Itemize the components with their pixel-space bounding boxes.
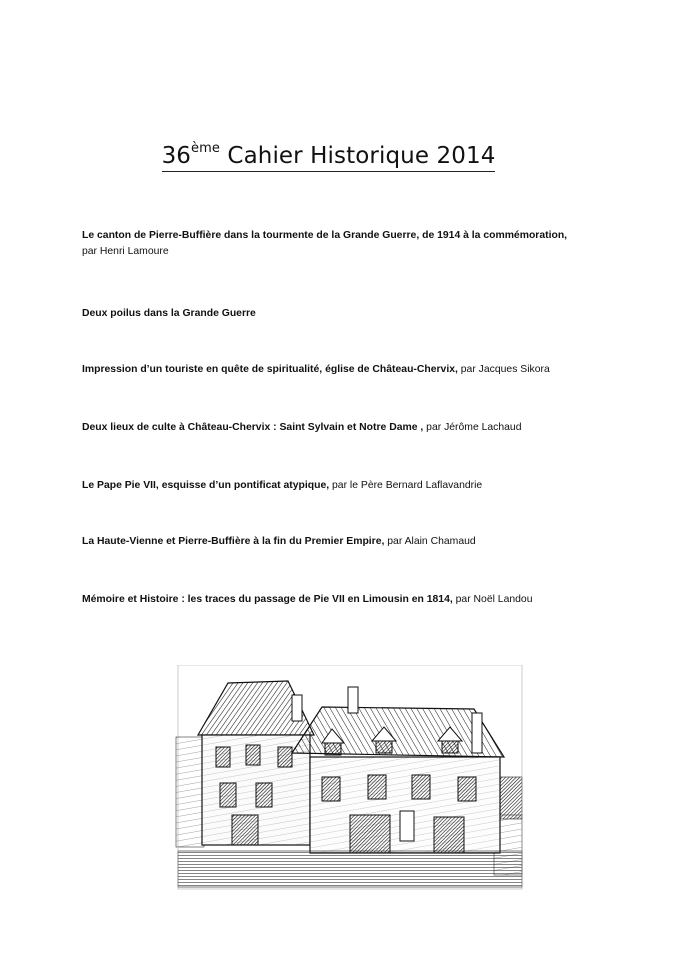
entry-author: par le Père Bernard Laflavandrie <box>329 480 483 491</box>
toc-entry <box>82 420 642 436</box>
entry-author: par Jacques Sikora <box>457 364 550 375</box>
page-title <box>161 140 496 172</box>
title-number: 36 <box>161 143 192 170</box>
toc-entry <box>82 478 642 494</box>
entry-author: par Noël Landou <box>452 594 533 605</box>
entry-author: par Alain Chamaud <box>384 536 476 547</box>
toc-entry <box>82 306 642 322</box>
left-wing <box>198 681 314 845</box>
toc-entry <box>82 362 642 378</box>
main-house <box>292 687 504 853</box>
toc-entry <box>82 534 642 550</box>
entry-author: par Henri Lamoure <box>82 246 169 257</box>
entry-author: par Jérôme Lachaud <box>423 422 522 433</box>
house-illustration <box>172 665 524 895</box>
entry-title: Le canton de Pierre-Buffière dans la tourmente de la Grande Guerre, de 1914 à la commémoration, <box>82 230 568 241</box>
toc-entry <box>82 228 642 260</box>
entry-title: Deux lieux de culte à Château-Chervix : Saint Sylvain et Notre Dame , <box>82 422 424 433</box>
entry-title: Impression d’un touriste en quête de spiritualité, église de Château-Chervix, <box>82 364 458 375</box>
entry-title: Le Pape Pie VII, esquisse d’un pontificat atypique, <box>82 480 330 491</box>
entry-title: La Haute-Vienne et Pierre-Buffière à la fin du Premier Empire, <box>82 536 385 547</box>
entry-title: Mémoire et Histoire : les traces du passage de Pie VII en Limousin en 1814, <box>82 594 453 605</box>
toc-entry <box>82 592 642 608</box>
title-superscript: ème <box>191 140 220 156</box>
title-text: Cahier Historique 2014 <box>220 143 496 170</box>
entry-title: Deux poilus dans la Grande Guerre <box>82 308 256 319</box>
title-container <box>0 128 675 188</box>
